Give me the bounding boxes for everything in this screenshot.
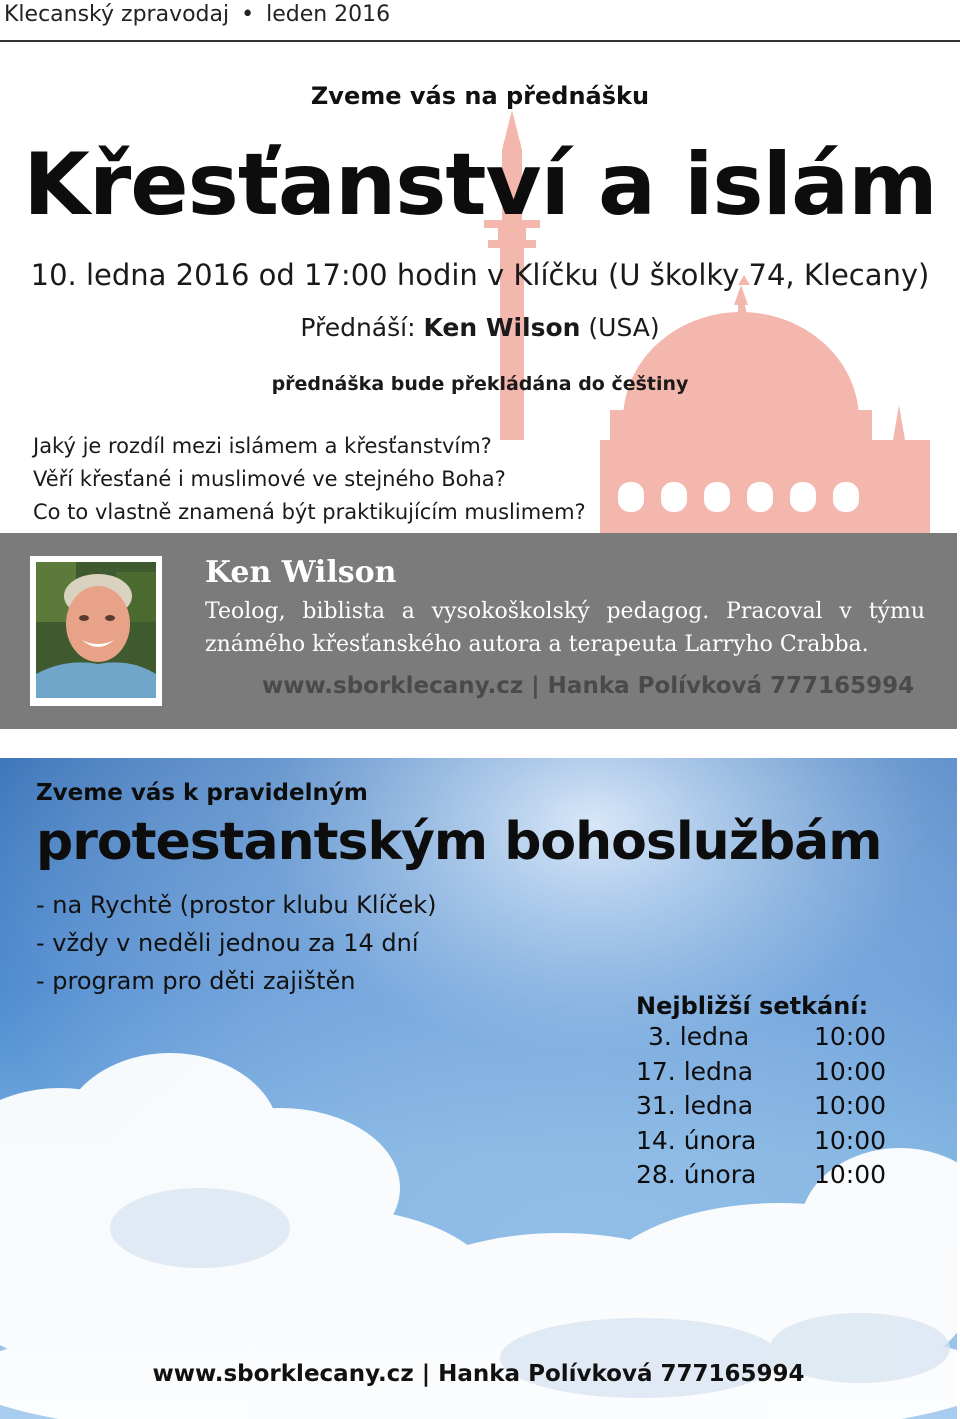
next-meetings-title: Nejbližší setkání: [636,992,869,1020]
header-separator: • [241,2,255,27]
meeting-time: 10:00 [814,1125,887,1155]
publication-name: Klecanský zpravodaj [4,2,230,27]
speaker-bio-band [0,533,957,729]
services-detail-item: - vždy v neděli jednou za 14 dní [36,929,419,957]
meeting-date: 31. ledna [636,1091,754,1120]
speaker-name: Ken Wilson [423,313,581,342]
meeting-time: 10:00 [814,1091,887,1120]
meeting-date: 28. února [636,1160,757,1189]
meeting-date: 14. února [636,1125,757,1155]
lecture-title: Křesťanství a islám [23,135,937,235]
bio-text: Teolog, biblista a vysokoškolský pedagog. Pracoval v týmu známého křesťanského autora a terapeuta Larryho Crabba. [205,599,925,657]
services-details [36,886,436,1000]
speaker-prefix: Přednáší: [300,313,416,342]
question-item: Věří křesťané i muslimové ve stejného Boha? [33,467,506,491]
page-header [0,0,960,42]
meeting-row [636,1089,886,1124]
services-detail-item: - program pro děti zajištěn [36,967,356,995]
header-text [4,2,390,27]
question-item: Jaký je rozdíl mezi islámem a křesťanstvím? [33,434,492,458]
header-rule [0,40,960,42]
speaker-photo-frame [30,556,162,706]
speaker-country: (USA) [588,313,660,342]
services-invite: Zveme vás k pravidelným [36,780,368,806]
services-section [0,758,957,1419]
lecture-speaker [0,313,960,342]
services-title: protestantským bohoslužbám [36,812,882,872]
lecture-date-place: 10. ledna 2016 od 17:00 hodin v Klíčku (U školky 74, Klecany) [30,258,930,292]
services-detail-item: - na Rychtě (prostor klubu Klíček) [36,891,437,919]
meeting-row [636,1124,886,1159]
meeting-date: 17. ledna [636,1056,754,1086]
issue-date: leden 2016 [266,2,391,27]
services-contact: www.sborklecany.cz | Hanka Polívková 777165994 [152,1361,805,1387]
meeting-time: 10:00 [814,1022,887,1051]
meeting-time: 10:00 [814,1056,887,1086]
lecture-invite: Zveme vás na přednášku [310,82,650,110]
speaker-photo [36,562,156,698]
translation-note: přednáška bude překládána do češtiny [271,373,689,395]
meeting-row [636,1055,886,1090]
next-meetings [636,992,886,1193]
meeting-time: 10:00 [814,1160,887,1189]
lecture-questions [33,430,586,529]
bio-name: Ken Wilson [205,555,397,590]
meeting-row [636,1020,886,1055]
bio-contact: www.sborklecany.cz | Hanka Polívková 777165994 [262,673,915,699]
question-item: Co to vlastně znamená být praktikujícím muslimem? [33,500,586,524]
meeting-date: 3. ledna [648,1022,750,1051]
meeting-row [636,1158,886,1193]
